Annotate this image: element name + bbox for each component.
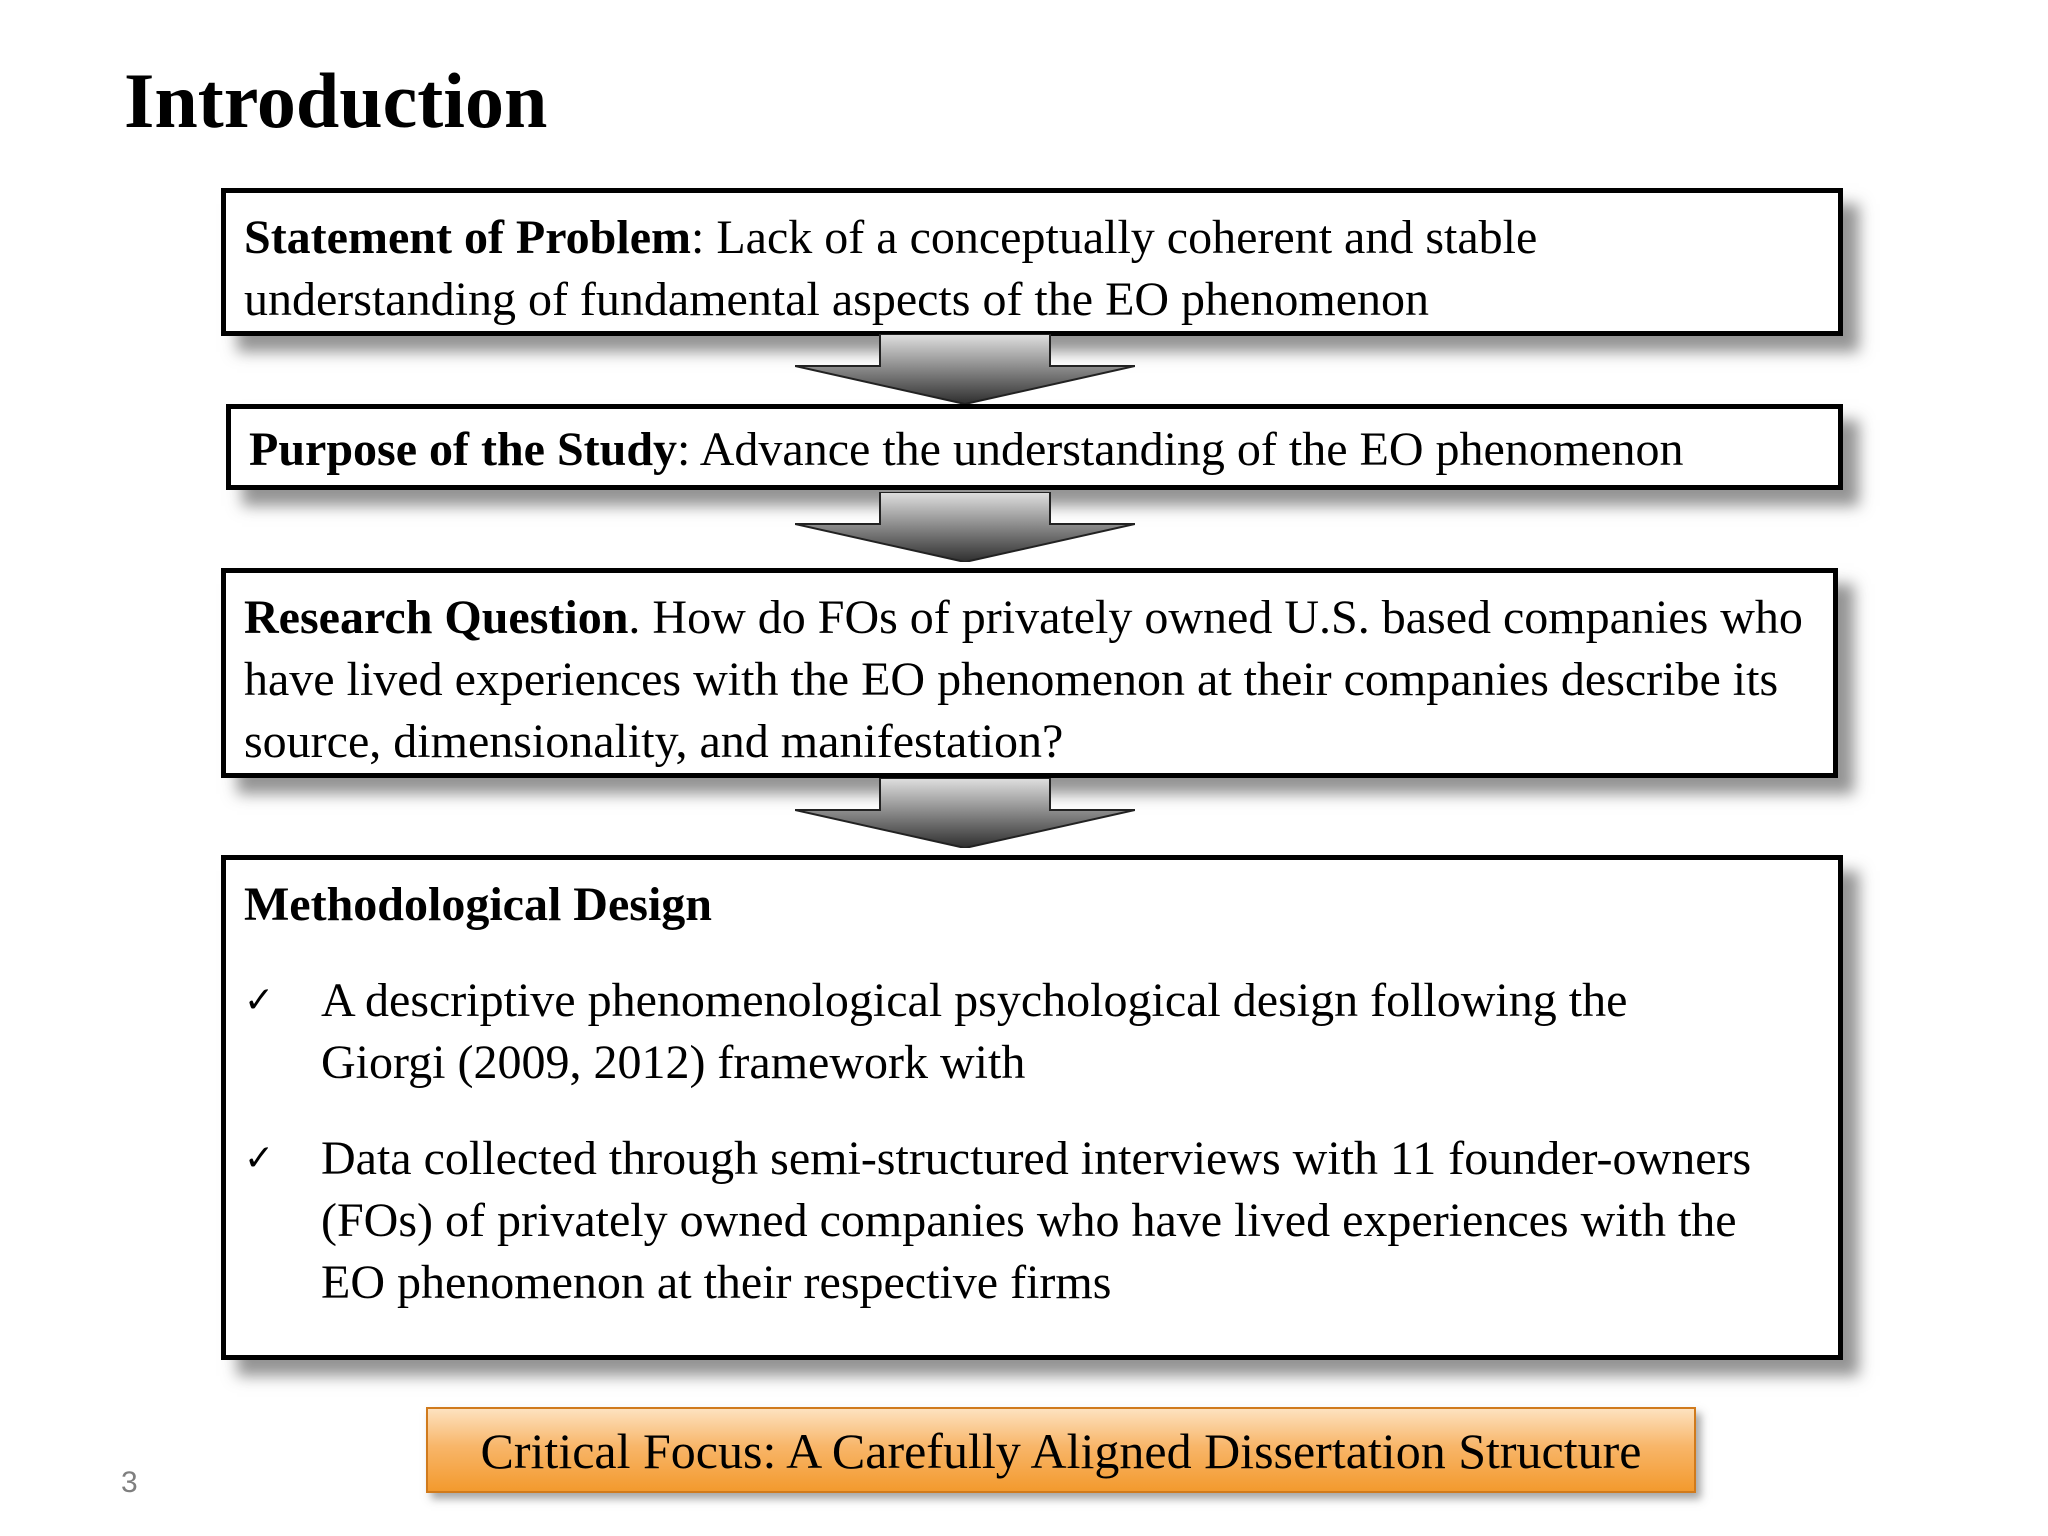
check-icon: ✓ <box>244 980 275 1021</box>
down-arrow-icon <box>795 492 1135 562</box>
check-icon: ✓ <box>244 1138 275 1179</box>
problem-text: Lack of a conceptually coherent and stable understanding of fundamental aspects of the EO phenomenon <box>244 211 1538 326</box>
problem-separator: : <box>691 211 717 264</box>
research-question-box <box>221 568 1838 778</box>
down-arrow-icon <box>795 334 1135 404</box>
question-text: How do FOs of privately owned U.S. based companies who have lived experiences with the EO phenomenon at their companies describe its source, dimensionality, and manifestation? <box>244 591 1803 768</box>
problem-statement-box <box>221 188 1843 336</box>
list-item <box>244 1128 1820 1314</box>
question-label: Research Question <box>244 591 629 644</box>
methodological-design-box <box>221 855 1843 1360</box>
list-item <box>244 970 1820 1094</box>
down-arrow-icon <box>795 778 1135 848</box>
method-item-text: Data collected through semi-structured interviews with 11 founder-owners (FOs) of privately owned companies who have lived experiences with the EO phenomenon at their respective firms <box>321 1132 1752 1309</box>
page-number: 3 <box>121 1466 138 1499</box>
purpose-separator: : <box>677 423 700 476</box>
critical-focus-banner: Critical Focus: A Carefully Aligned Dissertation Structure <box>426 1407 1696 1493</box>
method-list <box>244 970 1820 1314</box>
method-item-text: A descriptive phenomenological psychological design following the Giorgi (2009, 2012) framework with <box>321 974 1628 1089</box>
question-separator: . <box>628 591 653 644</box>
purpose-label: Purpose of the Study <box>249 423 678 476</box>
slide-title: Introduction <box>124 57 548 144</box>
problem-label: Statement of Problem <box>244 211 691 264</box>
purpose-text: Advance the understanding of the EO phenomenon <box>699 423 1684 476</box>
purpose-box <box>226 404 1843 490</box>
method-heading: Methodological Design <box>244 878 712 931</box>
